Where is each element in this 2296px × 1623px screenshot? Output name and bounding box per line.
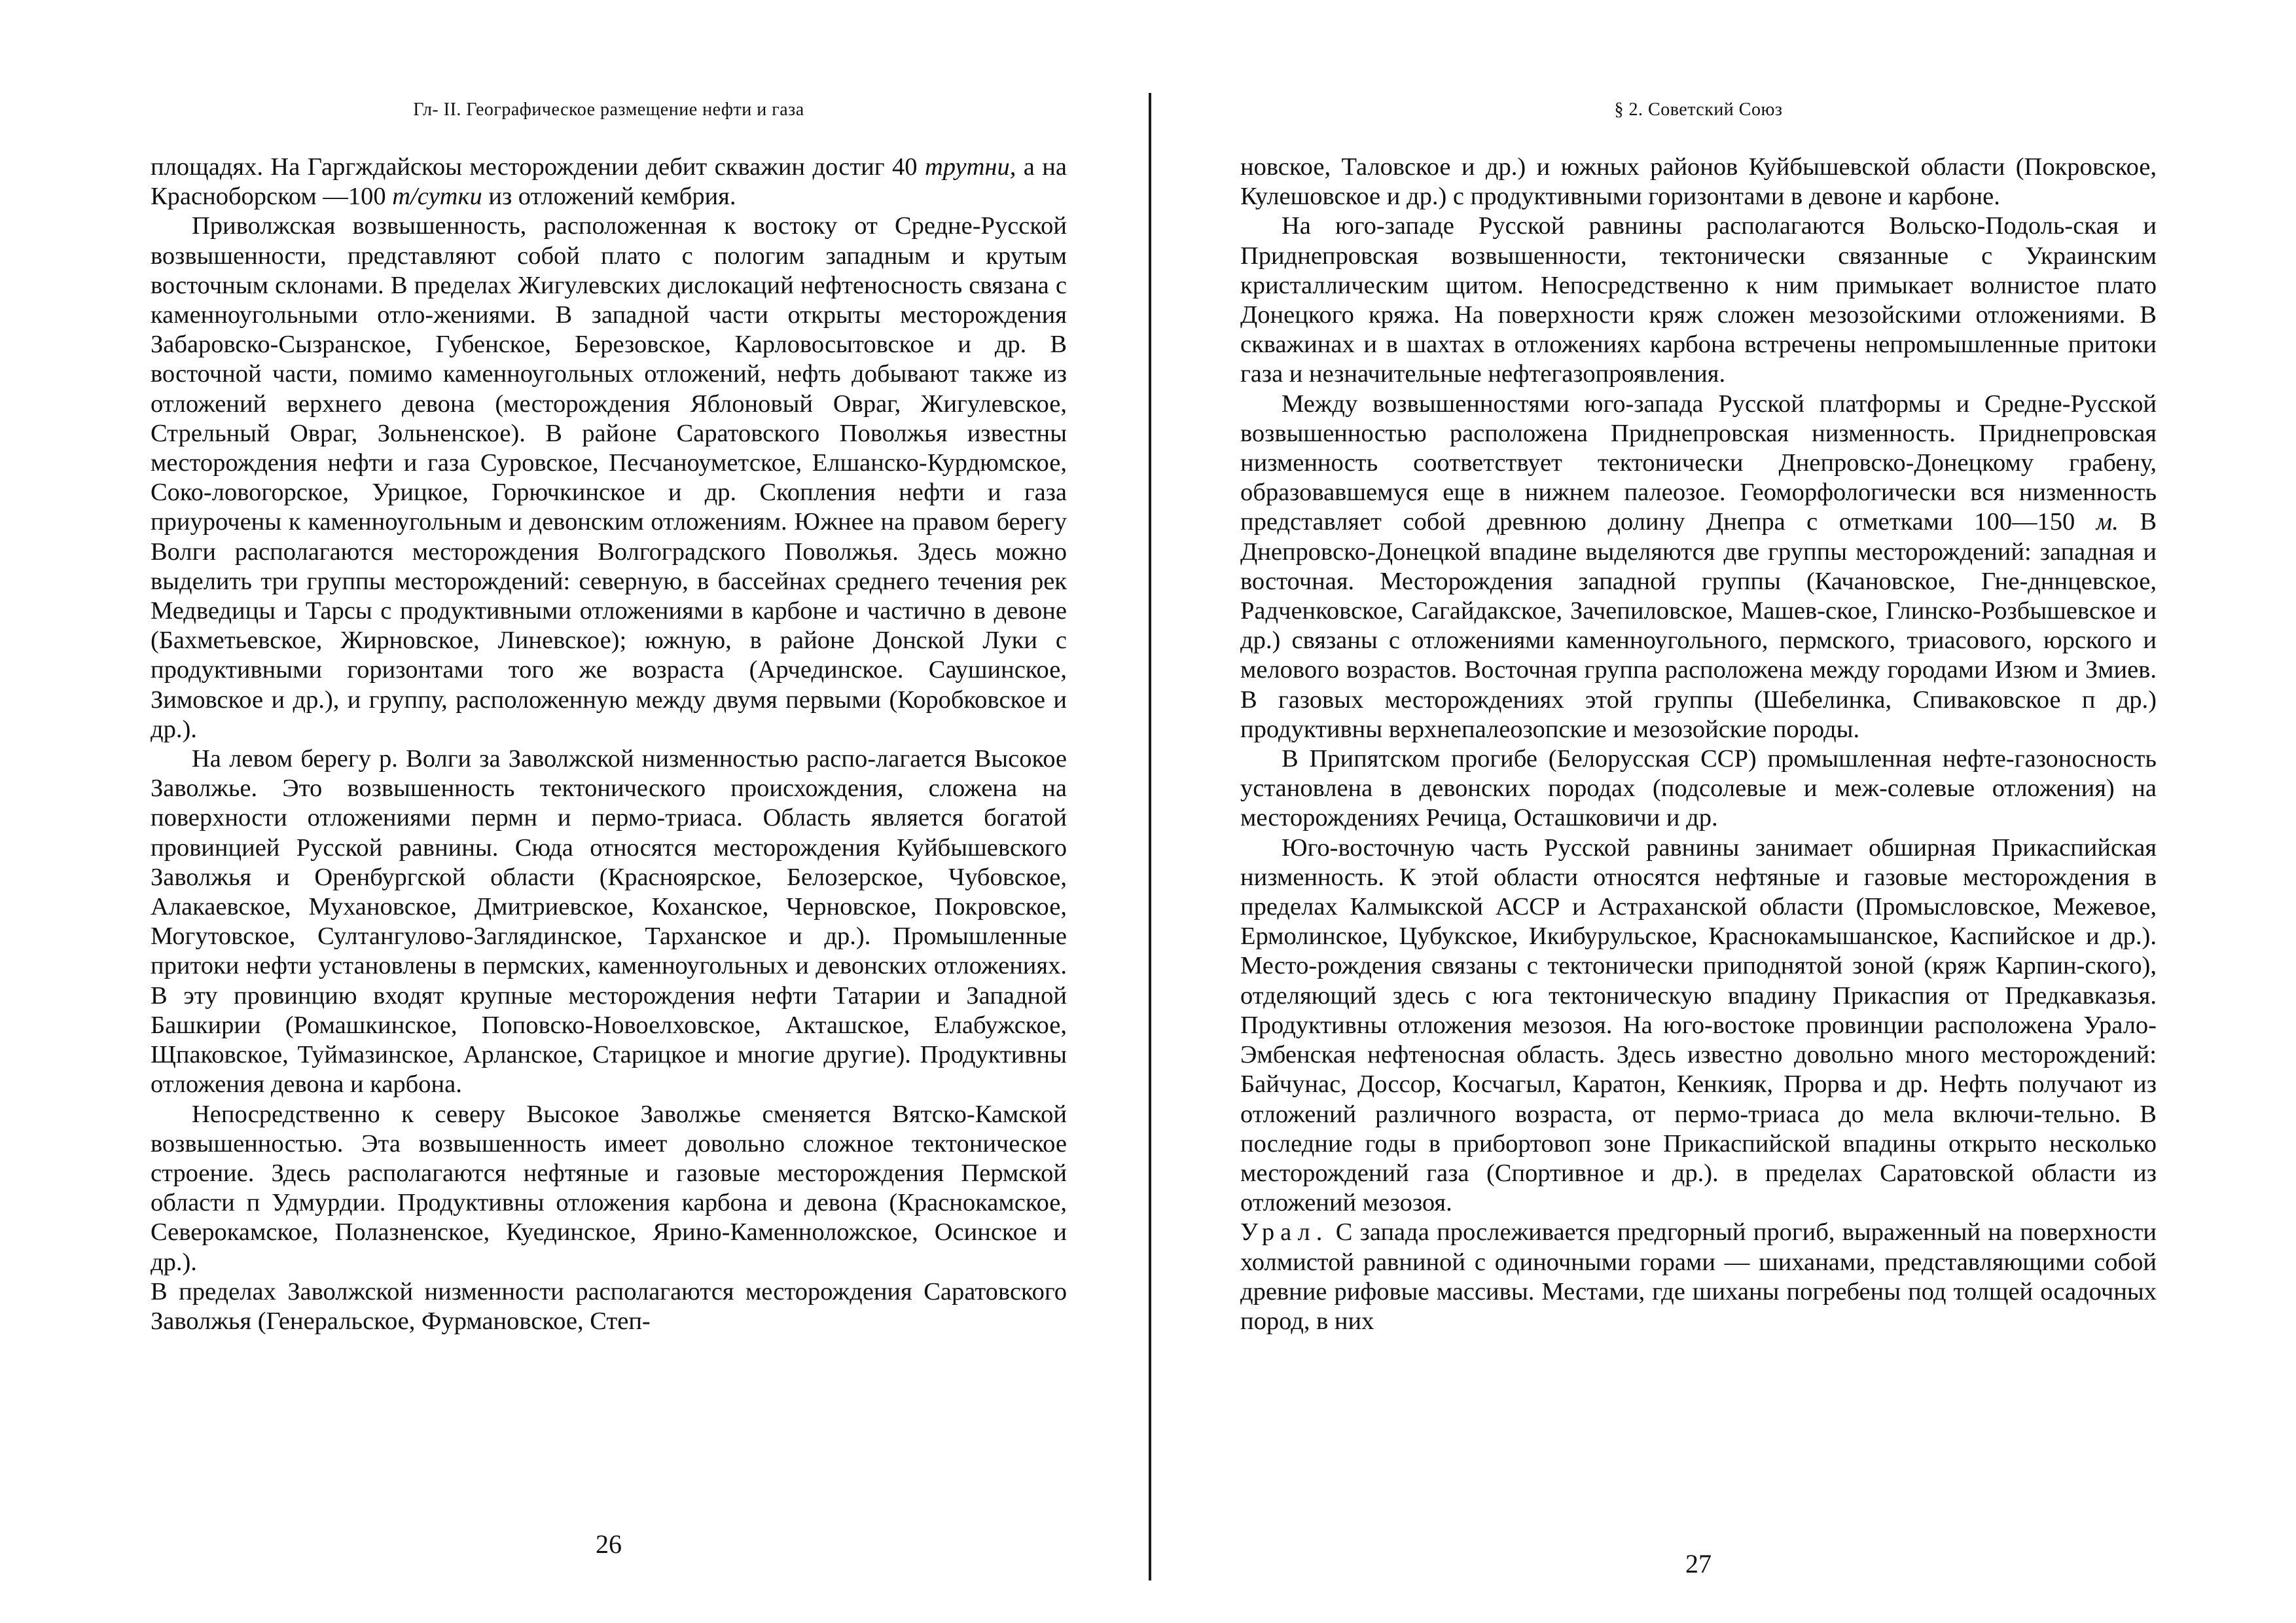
italic-unit: м. (2096, 508, 2119, 536)
paragraph: Приволжская возвышенность, расположенная к востоку от Средне-Русской возвышенности, представляют собой плато с пологим западным и крутым восточным склонами. В пределах Жигулевских дислокаций нефтеносность связана с каменноугольными отло-жениями. В западной части открыты месторождения Забаровско-Сызранское, Губенское, Березовское, Карловосытовское и др. В восточной части, помимо каменноугольных отложений, нефть добывают также из отложений верхнего девона (месторождения Яблоновый Овраг, Жигулевское, Стрельный Овраг, Зольненское). В районе Саратовского Поволжья известны месторождения нефти и газа Суровское, Песчаноуметское, Елшанско-Курдюмское, Соко-ловогорское, Урицкое, Горючкинское и др. Скопления нефти и газа приурочены к каменноугольным и девонским отложениям. Южнее на правом берегу Волги располагаются месторождения Волгоградского Поволжья. Здесь можно выделить три группы месторождений: северную, в бассейнах среднего течения рек Медведицы и Тарсы с продуктивными отложениями в карбоне и частично в девоне (Бахметьевское, Жирновское, Линевское); южную, в районе Донской Луки с продуктивными горизонтами того же возраста (Арчединское. Саушинское, Зимовское и др.), и группу, расположенную между двумя первыми (Коробковское и др.). (151, 212, 1067, 743)
page-divider (1149, 93, 1151, 1580)
section-word-ural: Урал. (1240, 1218, 1329, 1247)
paragraph: новское, Таловское и др.) и южных районов Куйбышевской области (Покровское, Кулешовское и др.) с продуктивными горизонтами в девоне и карбоне. (1240, 153, 2157, 211)
paragraph: На левом берегу р. Волги за Заволжской низменностью распо-лагается Высокое Заволжье. Это возвышенность тектонического происхождения, сложена на поверхности отложениями пермн и пермо-триаса. Область является богатой провинцией Русской равнины. Сюда относятся месторождения Куйбышевского Заволжья и Оренбургской области (Красноярское, Белозерское, Чубовское, Алакаевское, Мухановское, Дмитриевское, Коханское, Черновское, Покровское, Могутовское, Султангулово-Заглядинское, Тарханское и др.). Промышленные притоки нефти установлены в пермских, каменноугольных и девонских отложениях. В эту провинцию входят крупные месторождения нефти Татарии и Западной Башкирии (Ромашкинское, Поповско-Новоелховское, Акташское, Елабужское, Щпаковское, Туймазинское, Арланское, Старицкое и многие другие). Продуктивны отложения девона и карбона. (151, 745, 1067, 1099)
text-run: В Днепровско-Донецкой впадине выделяются две группы месторождений: западная и восточная. Месторождения западной группы (Качановское, Гне-дннцевское, Радченковское, Сагайдакское, Зачепиловское, Машев-ское, Глинско-Розбышевское и др.) связаны с отложениями каменноугольного, пермского, триасового, юрского и мелового возрастов. Восточная группа расположена между городами Изюм и Змиев. В газовых месторождениях этой группы (Шебелинка, Спиваковское п др.) продуктивны верхнепалеозопские и мезозойские породы. (1240, 508, 2157, 743)
text-run: а на Красноборском —100 (151, 153, 1067, 211)
paragraph: На юго-западе Русской равнины располагаются Вольско-Подоль-ская и Приднепровская возвышенности, тектонически связанные с Украинским кристаллическим щитом. Непосредственно к ним примыкает волнистое плато Донецкого кряжа. На поверхности кряж сложен мезозойскими отложениями. В скважинах и в шахтах в отложениях карбона встречены непромышленные притоки газа и незначительные нефтегазопроявления. (1240, 212, 2157, 388)
right-page-body (1240, 153, 2157, 1336)
italic-unit: трутни, (924, 153, 1016, 181)
text-run: площадях. На Гаргждайскоы месторождении дебит скважин достиг 40 (151, 153, 918, 181)
text-run: из отложений кембрия. (482, 183, 736, 211)
italic-unit: т/сутки (392, 183, 482, 211)
page-number-left: 26 (596, 1529, 622, 1559)
text-run: С запада прослеживается предгорный прогиб, выраженный на поверхности холмистой равниной с одиночными горами — шиханами, представляющими собой древние рифовые массивы. Местами, где шиханы погребены под толщей осадочных пород, в них (1240, 1218, 2157, 1335)
running-head-right: § 2. Советский Союз (1614, 100, 1783, 120)
paragraph (1240, 1218, 2157, 1336)
paragraph: В пределах Заволжской низменности располагаются месторождения Саратовского Заволжья (Генеральское, Фурмановское, Степ- (151, 1277, 1067, 1335)
paragraph (1240, 390, 2157, 744)
paragraph: В Припятском прогибе (Белорусская ССР) промышленная нефте-газоносность установлена в девонских породах (подсолевые и меж-солевые отложения) на месторождениях Речица, Осташковичи и др. (1240, 745, 2157, 832)
paragraph (151, 153, 1067, 211)
text-run: Между возвышенностями юго-запада Русской платформы и Средне-Русской возвышенностью расположена Приднепровская низменность. Приднепровская низменность соответствует тектонически Днепровско-Донецкому грабену, образовавшемуся еще в нижнем палеозое. Геоморфологически вся низменность представляет собой древнюю долину Днепра с отметками 100—150 (1240, 390, 2157, 536)
running-head-left: Гл- II. Географическое размещение нефти и газа (413, 100, 804, 120)
page-number-right: 27 (1685, 1549, 1712, 1578)
left-page-body (151, 153, 1067, 1336)
paragraph: Непосредственно к северу Высокое Заволжье сменяется Вятско-Камской возвышенностью. Эта возвышенность имеет довольно сложное тектоническое строение. Здесь располагаются нефтяные и газовые месторождения Пермской области п Удмурдии. Продуктивны отложения карбона и девона (Краснокамское, Северокамское, Полазненское, Куединское, Ярино-Каменноложское, Осинское и др.). (151, 1100, 1067, 1276)
paragraph: Юго-восточную часть Русской равнины занимает обширная Прикаспийская низменность. К этой области относятся нефтяные и газовые месторождения в пределах Калмыкской АССР и Астраханской области (Промысловское, Межевое, Ермолинское, Цубукское, Икибурульское, Краснокамышанское, Каспийское и др.). Место-рождения связаны с тектонически приподнятой зоной (кряж Карпин-ского), отделяющий здесь с юга тектоническую впадину Прикаспия от Предкавказья. Продуктивны отложения мезозоя. На юго-востоке провинции расположена Урало-Эмбенская нефтеносная область. Здесь известно довольно много месторождений: Байчунас, Доссор, Косчагыл, Каратон, Кенкияк, Прорва и др. Нефть получают из отложений различного возраста, от пермо-триаса до мела включи-тельно. В последние годы в прибортовоп зоне Прикаспийской впадины открыто несколько месторождений газа (Спортивное и др.). в пределах Саратовской области из отложений мезозоя. (1240, 833, 2157, 1217)
